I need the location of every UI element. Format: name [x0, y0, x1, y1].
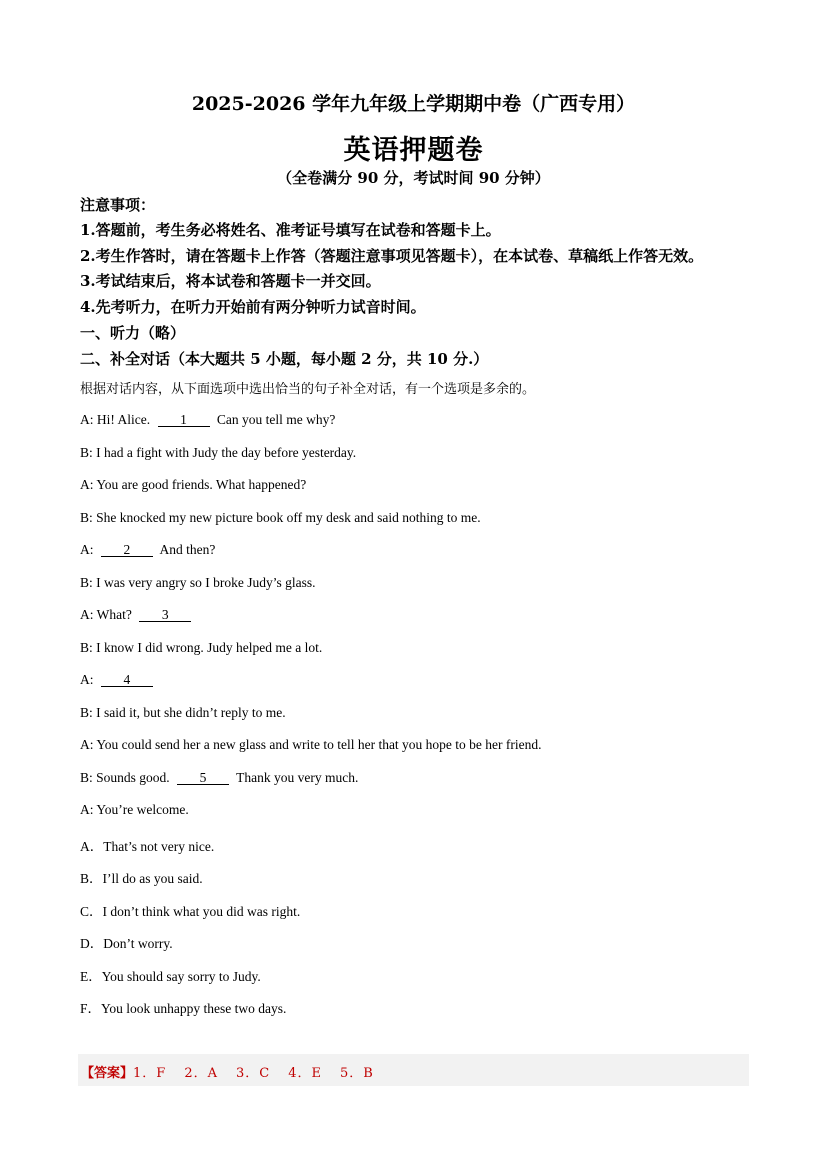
dialogue-line	[80, 672, 157, 688]
answer-blank[interactable]: 1	[158, 413, 210, 427]
dialogue-line	[80, 412, 335, 428]
answer-item: 1．F	[133, 1066, 167, 1081]
exam-title: 2025-2026 学年九年级上学期期中卷（广西专用）	[191, 93, 636, 115]
option-item: E．You should say sorry to Judy.	[80, 969, 261, 984]
dialogue-instruction: 根据对话内容，从下面选项中选出恰当的句子补全对话，有一个选项是多余的。	[80, 382, 536, 397]
dialogue-text: B: I know I did wrong. Judy helped me a lot.	[80, 640, 323, 655]
dialogue-line	[80, 640, 322, 656]
dialogue-text: Thank you very much.	[236, 770, 359, 785]
dialogue-line	[80, 802, 189, 818]
dialogue-text: Can you tell me why?	[216, 412, 336, 427]
answer-item: 3．C	[235, 1066, 271, 1081]
dialogue-text: B: I was very angry so I broke Judy’s glass.	[80, 575, 316, 590]
dialogue-text: B: Sounds good.	[80, 770, 170, 785]
answer-blank[interactable]: 2	[101, 543, 153, 557]
answer-blank[interactable]: 3	[139, 608, 191, 622]
answer-item: 4．E	[288, 1066, 322, 1081]
dialogue-text: And then?	[159, 542, 216, 557]
option-item: B．I’ll do as you said.	[80, 871, 203, 886]
note-item: 3.考试结束后，将本试卷和答题卡一并交回。	[80, 272, 381, 290]
answer-bar	[78, 1054, 749, 1086]
option-item: D．Don’t worry.	[80, 936, 173, 951]
notes-heading: 注意事项：	[80, 196, 156, 214]
dialogue-text: A: You could send her a new glass and write to tell her that you hope to be her friend.	[80, 737, 542, 752]
note-item: 4.先考听力，在听力开始前有两分钟听力试音时间。	[80, 298, 426, 316]
dialogue-line	[80, 510, 481, 526]
answer-blank[interactable]: 5	[177, 771, 229, 785]
dialogue-line	[80, 575, 315, 591]
dialogue-text: B: I said it, but she didn’t reply to me.	[80, 705, 286, 720]
dialogue-text: A:	[80, 542, 94, 557]
dialogue-text: A: What?	[80, 607, 132, 622]
listening-section-heading: 一、听力（略）	[80, 324, 186, 342]
dialogue-text: A: You’re welcome.	[80, 802, 189, 817]
dialogue-section-heading: 二、补全对话（本大题共 5 小题，每小题 2 分，共 10 分.）	[80, 350, 489, 368]
answer-item: 2．A	[184, 1066, 218, 1081]
option-item: F．You look unhappy these two days.	[80, 1001, 287, 1016]
dialogue-line	[80, 477, 306, 493]
dialogue-line	[80, 445, 356, 461]
option-item: C．I don’t think what you did was right.	[80, 904, 301, 919]
answer-tag: 【答案】	[81, 1066, 134, 1081]
dialogue-line	[80, 737, 542, 753]
option-item: A．That’s not very nice.	[80, 839, 215, 854]
dialogue-text: B: She knocked my new picture book off my desk and said nothing to me.	[80, 510, 481, 525]
score-note: （全卷满分 90 分，考试时间 90 分钟）	[277, 169, 550, 187]
dialogue-line	[80, 770, 358, 786]
dialogue-line	[80, 705, 286, 721]
answer-item: 5．B	[339, 1066, 374, 1081]
answer-blank[interactable]: 4	[101, 673, 153, 687]
answer-text	[81, 1062, 392, 1081]
dialogue-text: A: You are good friends. What happened?	[80, 477, 307, 492]
note-item: 2.考生作答时，请在答题卡上作答（答题注意事项见答题卡），在本试卷、草稿纸上作答无效。	[80, 247, 704, 265]
dialogue-line	[80, 607, 195, 623]
dialogue-text: A: Hi! Alice.	[80, 412, 151, 427]
dialogue-text: B: I had a fight with Judy the day before yesterday.	[80, 445, 357, 460]
dialogue-line	[80, 542, 215, 558]
subject-title: 英语押题卷	[343, 135, 484, 166]
dialogue-text: A:	[80, 672, 94, 687]
note-item: 1.答题前，考生务必将姓名、准考证号填写在试卷和答题卡上。	[80, 221, 501, 239]
